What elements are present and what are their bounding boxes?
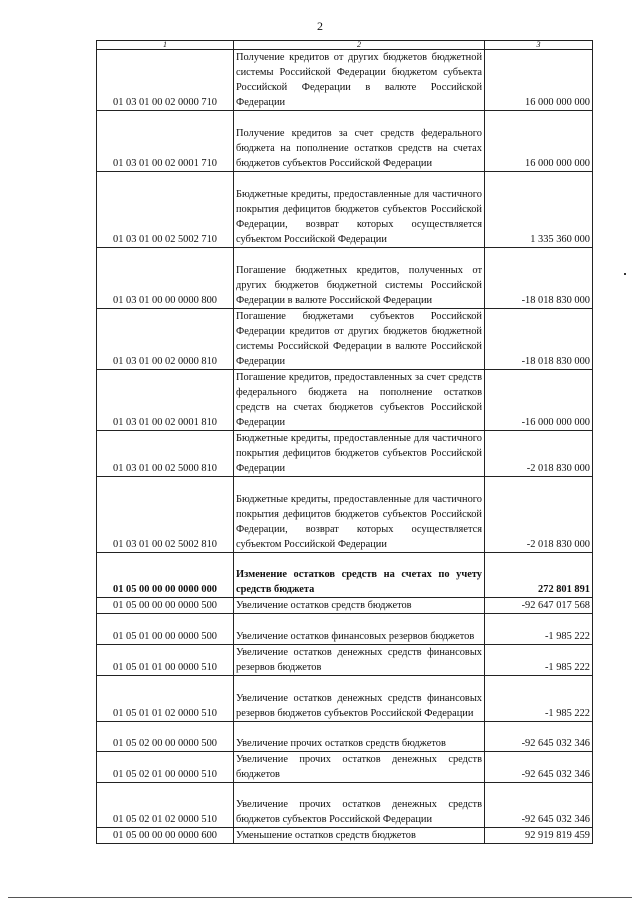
row-amount: -16 000 000 000 bbox=[485, 370, 593, 431]
row-code: 01 05 00 00 00 0000 600 bbox=[97, 828, 234, 844]
table-row bbox=[97, 431, 593, 477]
row-amount: 92 919 819 459 bbox=[485, 828, 593, 844]
row-description: Изменение остатков средств на счетах по учету средств бюджета bbox=[234, 553, 485, 598]
row-amount: -92 645 032 346 bbox=[485, 783, 593, 828]
column-header-2: 2 bbox=[234, 41, 485, 50]
table-row bbox=[97, 828, 593, 844]
row-description: Бюджетные кредиты, предоставленные для частичного покрытия дефицитов бюджетов субъектов Российской Федерации bbox=[234, 431, 485, 477]
table-row bbox=[97, 370, 593, 431]
table-row bbox=[97, 722, 593, 752]
row-description: Уменьшение остатков средств бюджетов bbox=[234, 828, 485, 844]
table-row bbox=[97, 309, 593, 370]
row-description: Увеличение прочих остатков денежных средств бюджетов субъектов Российской Федерации bbox=[234, 783, 485, 828]
row-description: Бюджетные кредиты, предоставленные для частичного покрытия дефицитов бюджетов субъектов Российской Федерации, возврат которых осуществляется субъектом Российской Федерации bbox=[234, 477, 485, 553]
table-row bbox=[97, 676, 593, 722]
row-description: Получение кредитов за счет средств федерального бюджета на пополнение остатков средств на счетах бюджетов субъектов Российской Федерации bbox=[234, 111, 485, 172]
row-code: 01 05 01 01 02 0000 510 bbox=[97, 676, 234, 722]
table-row bbox=[97, 783, 593, 828]
row-amount: -1 985 222 bbox=[485, 645, 593, 676]
row-amount: 16 000 000 000 bbox=[485, 50, 593, 111]
row-code: 01 05 02 01 00 0000 510 bbox=[97, 752, 234, 783]
table-row bbox=[97, 172, 593, 248]
margin-mark bbox=[624, 273, 626, 275]
row-amount: -18 018 830 000 bbox=[485, 248, 593, 309]
row-description: Погашение бюджетами субъектов Российской Федерации кредитов от других бюджетов бюджетной системы Российской Федерации в валюте Российской Федерации bbox=[234, 309, 485, 370]
table-row bbox=[97, 614, 593, 645]
row-description: Увеличение прочих остатков средств бюджетов bbox=[234, 722, 485, 752]
table-row bbox=[97, 553, 593, 598]
row-description: Увеличение остатков денежных средств финансовых резервов бюджетов субъектов Российской Федерации bbox=[234, 676, 485, 722]
row-amount: -92 645 032 346 bbox=[485, 752, 593, 783]
row-code: 01 05 02 00 00 0000 500 bbox=[97, 722, 234, 752]
row-code: 01 05 00 00 00 0000 000 bbox=[97, 553, 234, 598]
row-amount: -18 018 830 000 bbox=[485, 309, 593, 370]
row-code: 01 05 01 00 00 0000 500 bbox=[97, 614, 234, 645]
row-amount: 16 000 000 000 bbox=[485, 111, 593, 172]
row-amount: -1 985 222 bbox=[485, 614, 593, 645]
row-code: 01 03 01 00 02 5002 710 bbox=[97, 172, 234, 248]
row-amount: -92 647 017 568 bbox=[485, 598, 593, 614]
row-code: 01 03 01 00 02 0000 710 bbox=[97, 50, 234, 111]
row-amount: -2 018 830 000 bbox=[485, 431, 593, 477]
row-amount: -2 018 830 000 bbox=[485, 477, 593, 553]
row-code: 01 03 01 00 02 5002 810 bbox=[97, 477, 234, 553]
table-row bbox=[97, 645, 593, 676]
row-amount: 272 801 891 bbox=[485, 553, 593, 598]
row-description: Получение кредитов от других бюджетов бюджетной системы Российской Федерации бюджетом субъекта Российской Федерации в валюте Российской Федерации bbox=[234, 50, 485, 111]
row-code: 01 03 01 00 00 0000 800 bbox=[97, 248, 234, 309]
budget-sources-table bbox=[96, 40, 593, 844]
table-row bbox=[97, 477, 593, 553]
row-code: 01 03 01 00 02 5000 810 bbox=[97, 431, 234, 477]
table-row bbox=[97, 111, 593, 172]
row-code: 01 05 02 01 02 0000 510 bbox=[97, 783, 234, 828]
row-description: Бюджетные кредиты, предоставленные для частичного покрытия дефицитов бюджетов субъектов Российской Федерации, возврат которых осуществляется субъектом Российской Федерации bbox=[234, 172, 485, 248]
row-description: Погашение кредитов, предоставленных за счет средств федерального бюджета на пополнение остатков средств на счетах бюджетов субъектов Российской Федерации bbox=[234, 370, 485, 431]
row-description: Увеличение остатков финансовых резервов бюджетов bbox=[234, 614, 485, 645]
table-row bbox=[97, 598, 593, 614]
row-description: Увеличение прочих остатков денежных средств бюджетов bbox=[234, 752, 485, 783]
row-amount: -1 985 222 bbox=[485, 676, 593, 722]
table-row bbox=[97, 248, 593, 309]
row-code: 01 03 01 00 02 0001 710 bbox=[97, 111, 234, 172]
row-code: 01 03 01 00 02 0001 810 bbox=[97, 370, 234, 431]
row-code: 01 05 01 01 00 0000 510 bbox=[97, 645, 234, 676]
column-number-row bbox=[97, 41, 593, 50]
row-description: Погашение бюджетных кредитов, полученных от других бюджетов бюджетной системы Российской Федерации в валюте Российской Федерации bbox=[234, 248, 485, 309]
row-code: 01 03 01 00 02 0000 810 bbox=[97, 309, 234, 370]
footer-rule bbox=[8, 897, 632, 898]
page-number: 2 bbox=[317, 19, 323, 33]
row-amount: 1 335 360 000 bbox=[485, 172, 593, 248]
table-row bbox=[97, 752, 593, 783]
row-amount: -92 645 032 346 bbox=[485, 722, 593, 752]
row-code: 01 05 00 00 00 0000 500 bbox=[97, 598, 234, 614]
column-header-3: 3 bbox=[485, 41, 593, 50]
table-row bbox=[97, 50, 593, 111]
row-description: Увеличение остатков средств бюджетов bbox=[234, 598, 485, 614]
row-description: Увеличение остатков денежных средств финансовых резервов бюджетов bbox=[234, 645, 485, 676]
column-header-1: 1 bbox=[97, 41, 234, 50]
